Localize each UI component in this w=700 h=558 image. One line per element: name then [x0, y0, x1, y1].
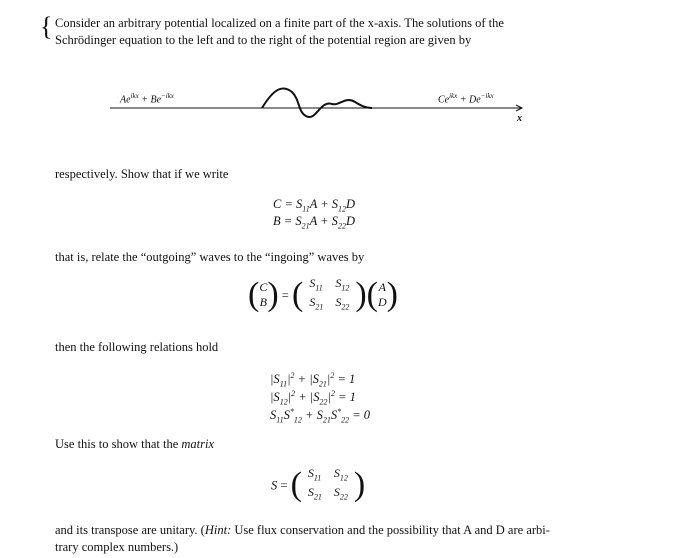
s-matrix-inline: $S_{11}$ $S_{12}$ $S_{21}$ $S_{22}$: [309, 276, 350, 312]
matrix-equation: (C B) = ( $S_{11}$ $S_{12}$ $S_{21}$ $S_{22}$ )(A D): [248, 276, 398, 314]
hint-word: Hint:: [204, 523, 232, 537]
use-this-text: Use this to show that the matrix: [55, 437, 215, 451]
eq-C: $C = S_{11}A + S_{12}D$: [273, 197, 356, 214]
relate-text: that is, relate the “outgoing” waves to the “ingoing” waves by: [55, 250, 365, 264]
then-text: then the following relations hold: [55, 340, 219, 354]
matrix-word: matrix: [181, 437, 215, 451]
ingoing-vector: A D: [377, 280, 387, 310]
s-matrix-definition: S = ( $S_{11}$ $S_{12}$ $S_{21}$ $S_{22}$ ): [271, 466, 366, 504]
transpose-line-1: and its transpose are unitary. (Hint: Use flux conservation and the possibility that A and D are arbi-: [55, 523, 550, 537]
eq-B: $B = S_{21}A + S_{22}D$: [273, 214, 355, 231]
right-wave-label: $Ce^{ikx} + De^{-ikx}$: [438, 92, 494, 106]
intro-line-2: Schrödinger equation to the left and to the right of the potential region are given by: [55, 33, 472, 47]
transpose-line-2: trary complex numbers.): [55, 540, 179, 554]
x-axis-label: x: [517, 113, 522, 124]
relation-1: $|S_{11}|^2 + |S_{21}|^2 = 1$: [270, 371, 356, 389]
open-brace: {: [40, 12, 53, 41]
potential-diagram: [0, 0, 700, 140]
intro-line-1: Consider an arbitrary potential localized on a finite part of the x-axis. The solutions of the: [55, 16, 504, 30]
relation-3: $S_{11}S^*_{12} + S_{21}S^*_{22} = 0$: [270, 407, 371, 425]
relation-2: $|S_{12}|^2 + |S_{22}|^2 = 1$: [270, 389, 356, 407]
left-wave-label: $Ae^{ikx} + Be^{-ikx}$: [120, 92, 174, 106]
respectively-text: respectively. Show that if we write: [55, 167, 229, 181]
outgoing-vector: C B: [259, 280, 268, 310]
potential-curve: [262, 88, 372, 117]
s-matrix: $S_{11}$ $S_{12}$ $S_{21}$ $S_{22}$: [307, 466, 348, 502]
